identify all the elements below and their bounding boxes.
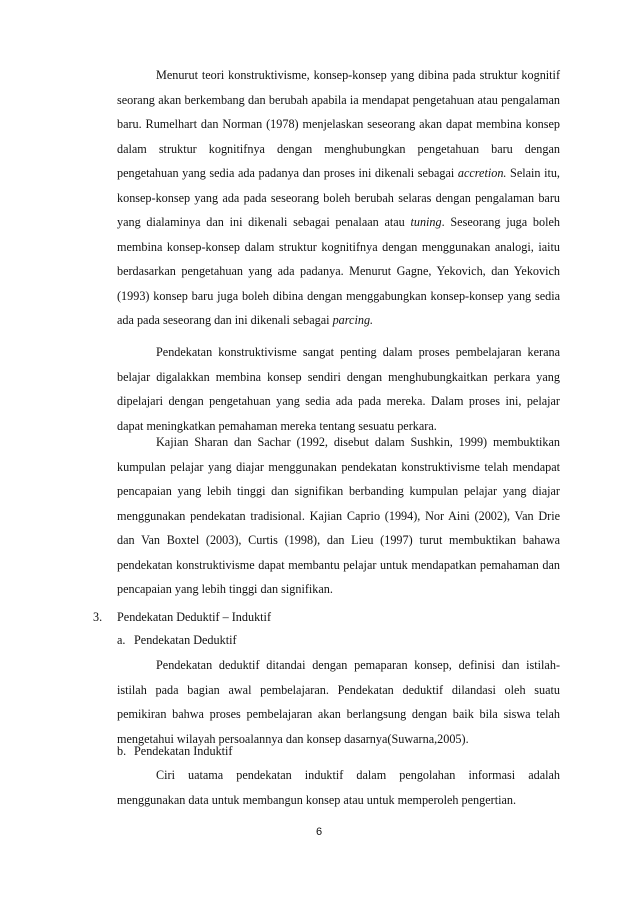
paragraph-kajian-studies: Kajian Sharan dan Sachar (1992, disebut dalam Sushkin, 1999) membuktikan kumpulan pelajar yang diajar menggunakan pendekatan konstruktivisme telah mendapat pencapaian yang lebih tinggi dan signifikan berbanding kumpulan pelajar yang diajar menggunakan pendekatan tradisional. Kajian Caprio (1994), Nor Aini (2002), Van Drie dan Van Boxtel (2003), Curtis (1998), dan Lieu (1997) turut membuktikan bahawa pendekatan konstruktivisme dapat membantu pelajar untuk mendapatkan pemahaman dan pencapaian yang lebih tinggi dan signifikan. bbox=[117, 435, 560, 596]
section-title: Pendekatan Deduktif – Induktif bbox=[117, 610, 271, 624]
term-parcing: parcing. bbox=[332, 313, 374, 327]
paragraph-text: . Seseorang juga boleh membina konsep-konsep dalam struktur kognitifnya dengan menggunakan analogi, iaitu berdasarkan pengetahuan yang ada padanya. Menurut Gagne, Yekovich, dan Yekovich (1993) konsep baru juga boleh dibina dengan menggabungkan konsep-konsep yang sedia ada pada seseorang dan ini dikenali sebagai bbox=[117, 215, 560, 327]
paragraph-konstruktivisme-theory bbox=[117, 63, 560, 333]
subsection-heading-b bbox=[117, 739, 233, 764]
subsection-letter: a. bbox=[117, 633, 126, 647]
paragraph-text: Menurut teori konstruktivisme, konsep-konsep yang dibina pada struktur kognitif seorang akan berkembang dan berubah apabila ia mendapat pengetahuan atau pengalaman baru. Rumelhart dan Norman (1978) menjelaskan seseorang akan dapat membina konsep dalam struktur kognitifnya dengan menghubungkan pengetahuan baru dengan pengetahuan yang sedia ada padanya dan proses ini dikenali sebagai bbox=[117, 68, 560, 180]
paragraph-induktif: Ciri uatama pendekatan induktif dalam pengolahan informasi adalah menggunakan data untuk membangun konsep atau untuk memperoleh pengertian. bbox=[117, 768, 560, 807]
subsection-heading-a bbox=[117, 628, 237, 653]
paragraph-konstruktivisme-importance: Pendekatan konstruktivisme sangat penting dalam proses pembelajaran kerana belajar digalakkan membina konsep sendiri dengan menghubungkaitkan perkara yang dipelajari dengan pengetahuan yang sedia ada pada mereka. Dalam proses ini, pelajar dapat meningkatkan pemahaman mereka tentang sesuatu perkara. bbox=[117, 345, 560, 433]
section-number: 3. bbox=[93, 610, 103, 624]
subsection-title: Pendekatan Induktif bbox=[134, 744, 233, 758]
section-heading-3 bbox=[93, 605, 271, 630]
subsection-title: Pendekatan Deduktif bbox=[134, 633, 237, 647]
term-accretion: accretion. bbox=[457, 166, 507, 180]
paragraph-text: Selain itu, konsep-konsep yang ada pada seseorang boleh berubah selaras dengan pengalaman baru yang dialaminya dan ini dikenali sebagai penalaan atau bbox=[117, 166, 560, 229]
page-number: 6 bbox=[315, 826, 323, 838]
term-tuning: tuning bbox=[410, 215, 442, 229]
subsection-letter: b. bbox=[117, 744, 127, 758]
paragraph-deduktif: Pendekatan deduktif ditandai dengan pemaparan konsep, definisi dan istilah-istilah pada bagian awal pembelajaran. Pendekatan deduktif dilandasi oleh suatu pemikiran bahwa proses pembelajaran akan berlangsung dengan baik bila siswa telah mengetahui wilayah persoalannya dan konsep dasarnya(Suwarna,2005). bbox=[117, 658, 560, 746]
